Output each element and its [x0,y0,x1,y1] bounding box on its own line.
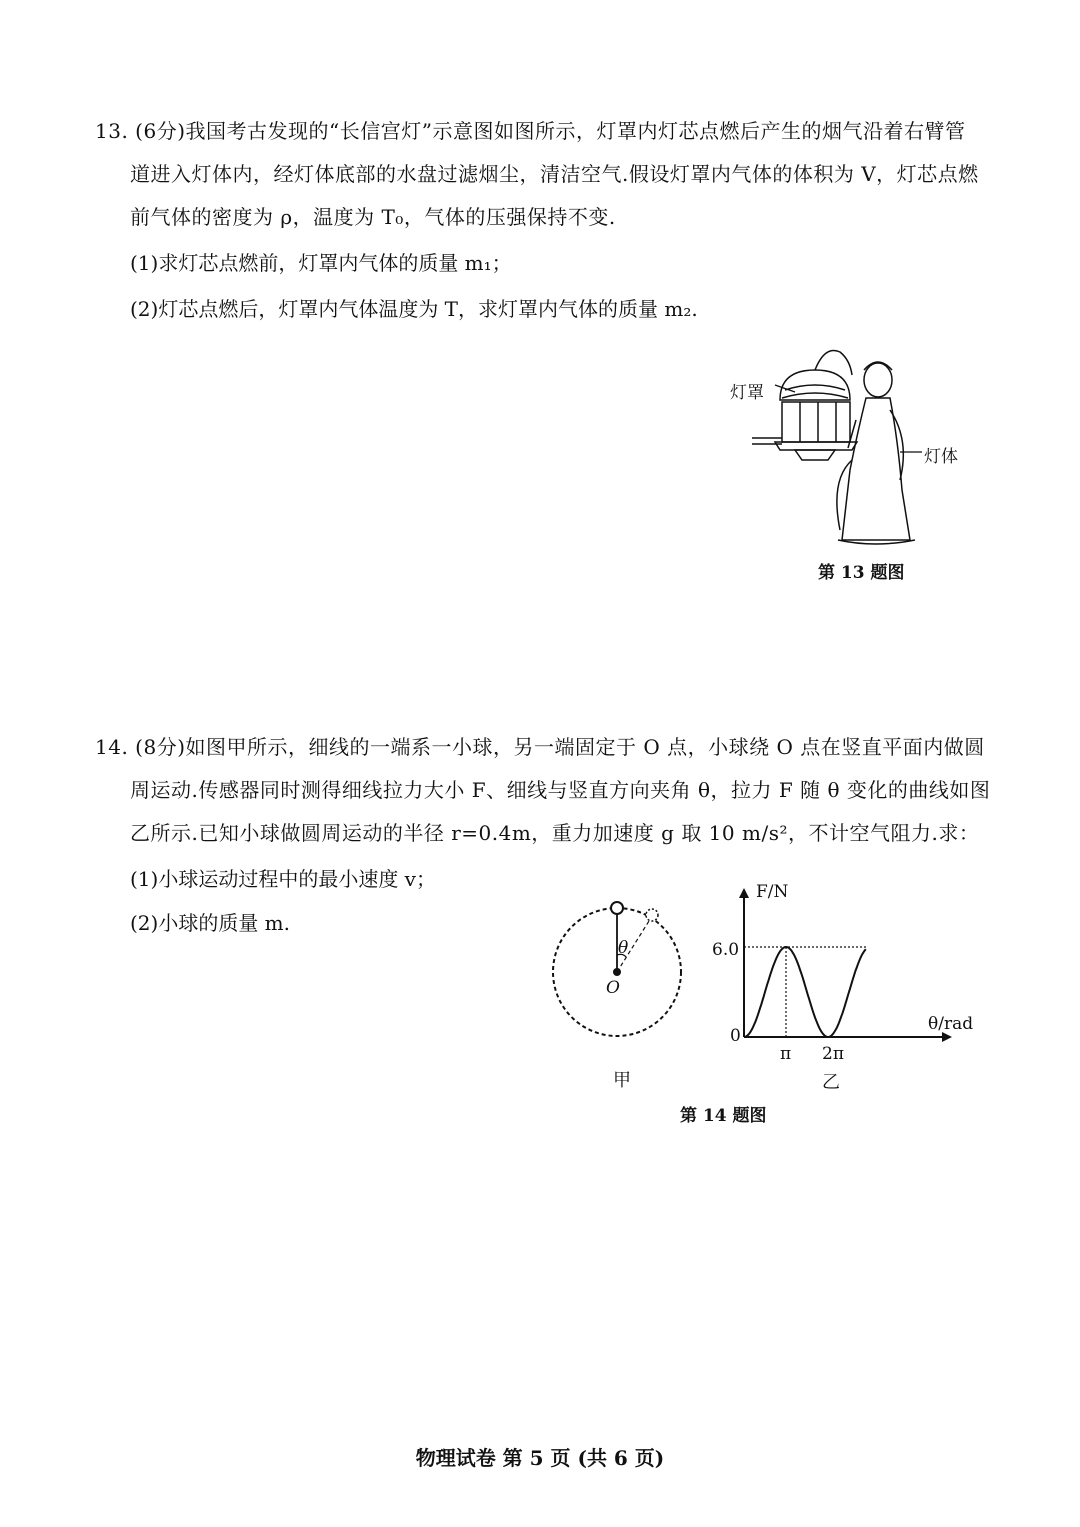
origin-label: 0 [730,1026,741,1046]
circle-figure [545,895,695,1045]
y-axis-label: F/N [756,882,789,902]
fig-b-caption: 乙 [822,1072,840,1093]
q14-line-2: 周运动.传感器同时测得细线拉力大小 F、细线与竖直方向夹角 θ，拉力 F 随 θ 变化的曲线如图 [130,778,991,802]
q14-line-3: 乙所示.已知小球做圆周运动的半径 r=0.4m，重力加速度 g 取 10 m/s²，不计空气阻力.求： [130,821,980,845]
ball-angled [646,909,658,921]
lamp-shade-label: 灯罩 [730,383,764,403]
q13-line-3: 前气体的密度为 ρ，温度为 T₀，气体的压强保持不变. [130,205,616,229]
center-o-label: O [606,978,620,998]
lamp-body-label: 灯体 [924,447,958,467]
x-tick-pi: π [780,1044,792,1064]
x-tick-2pi: 2π [822,1044,844,1064]
q14-sub1: (1)小球运动过程中的最小速度 v； [130,867,436,891]
q13-line-1: 13. (6分)我国考古发现的“长信宫灯”示意图如图所示，灯罩内灯芯点燃后产生的烟气沿着右臂管 [95,119,966,143]
y-axis-arrow [739,888,749,898]
y-tick-6: 6.0 [712,940,740,960]
x-axis-label: θ/rad [928,1014,974,1034]
fig-a-caption: 甲 [613,1070,631,1091]
force-curve [744,947,866,1037]
fig13-caption: 第 13 题图 [818,563,905,583]
q14-line-1: 14. (8分)如图甲所示，细线的一端系一小球，另一端固定于 O 点，小球绕 O 点在竖直平面内做圆 [95,735,985,759]
q13-line-2: 道进入灯体内，经灯体底部的水盘过滤烟尘，清洁空气.假设灯罩内气体的体积为 V，灯芯点燃 [130,162,979,186]
q13-sub1: (1)求灯芯点燃前，灯罩内气体的质量 m₁； [130,251,512,275]
q14-sub2: (2)小球的质量 m. [130,911,291,935]
center-point [613,968,621,976]
ball-top [611,902,623,914]
fig14-caption: 第 14 题图 [680,1106,767,1126]
theta-label: θ [618,938,629,958]
q13-sub2: (2)灯芯点燃后，灯罩内气体温度为 T，求灯罩内气体的质量 m₂. [130,297,698,321]
page-footer: 物理试卷 第 5 页 (共 6 页) [415,1446,665,1470]
